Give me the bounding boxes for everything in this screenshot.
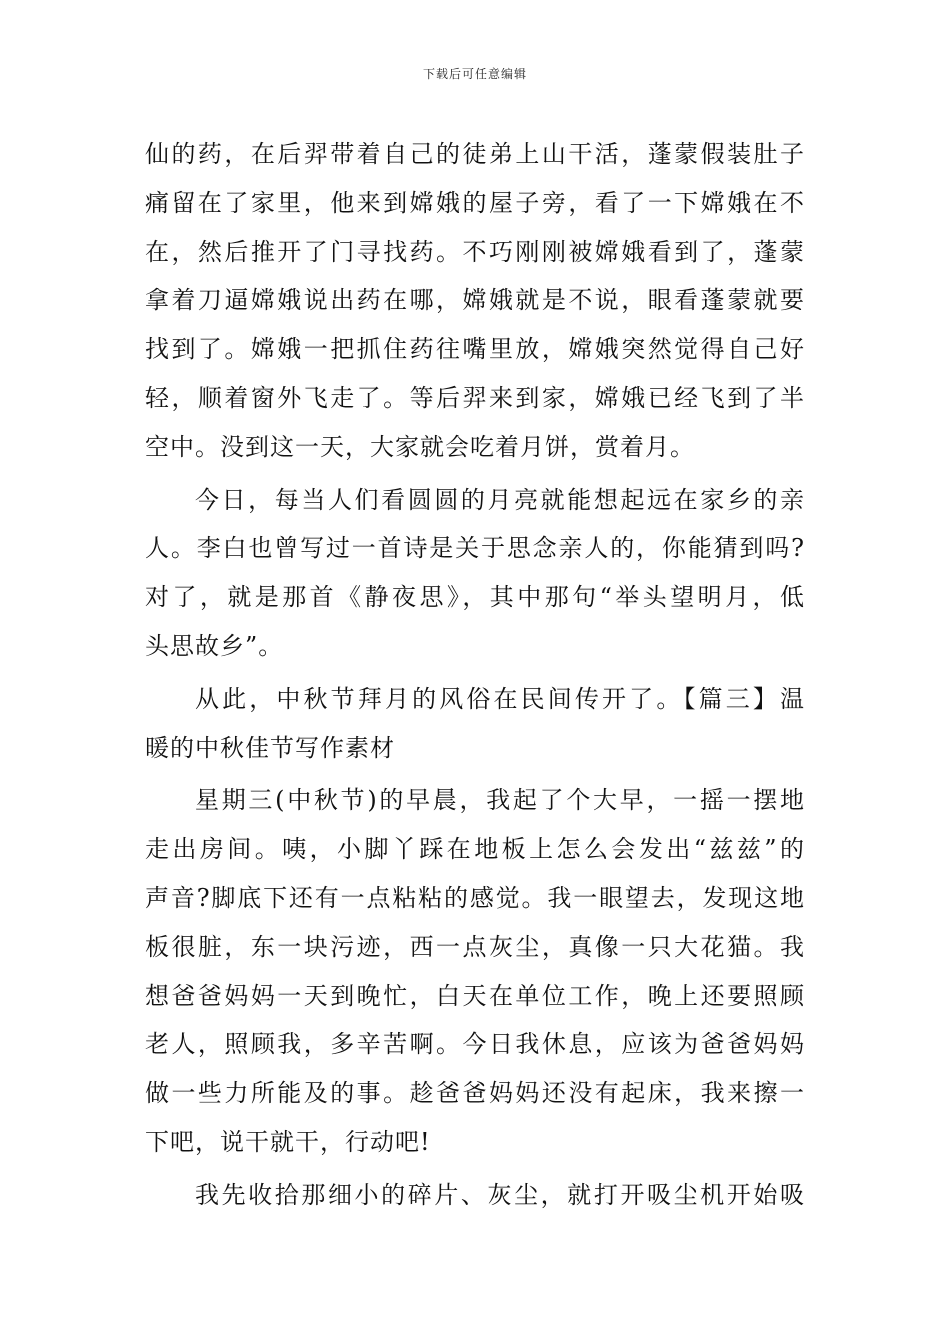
- page-header: 下载后可任意编辑: [422, 67, 527, 81]
- text-line: 从此，中秋节拜月的风俗在民间传开了。【篇三】温: [195, 684, 805, 713]
- paragraph: [145, 130, 805, 472]
- text-line: 空中。没到这一天，大家就会吃着月饼，赏着月。: [145, 432, 695, 461]
- text-line: 仙的药，在后羿带着自己的徒弟上山干活，蓬蒙假装肚子: [145, 140, 805, 168]
- text-line: 对了，就是那首《静夜思》，其中那句“举头望明月，低: [145, 583, 805, 612]
- text-line: 暖的中秋佳节写作素材: [145, 733, 395, 762]
- text-line: 今日，每当人们看圆圆的月亮就能想起远在家乡的亲: [195, 485, 805, 514]
- text-line: 在，然后推开了门寻找药。不巧刚刚被嫦娥看到了，蓬蒙: [145, 237, 805, 266]
- text-line: 想爸爸妈妈一天到晚忙，白天在单位工作，晚上还要照顾: [145, 981, 805, 1010]
- text-line: 轻，顺着窗外飞走了。等后羿来到家，嫦娥已经飞到了半: [145, 383, 805, 412]
- paragraph: [145, 776, 805, 1166]
- text-line: 板很脏，东一块污迹，西一点灰尘，真像一只大花猫。我: [145, 932, 805, 961]
- text-line: 人。李白也曾写过一首诗是关于思念亲人的，你能猜到吗?: [145, 534, 805, 563]
- text-line: 走出房间。咦，小脚丫踩在地板上怎么会发出“兹兹”的: [145, 835, 805, 864]
- text-line: 下吧，说干就干，行动吧!: [145, 1127, 431, 1156]
- text-line: 头思故乡”。: [145, 631, 284, 660]
- paragraph: [145, 476, 805, 671]
- text-line: 做一些力所能及的事。趁爸爸妈妈还没有起床，我来擦一: [145, 1079, 805, 1108]
- text-line: 我先收拾那细小的碎片、灰尘，就打开吸尘机开始吸: [195, 1180, 805, 1209]
- text-line: 痛留在了家里，他来到嫦娥的屋子旁，看了一下嫦娥在不: [145, 188, 805, 217]
- document-body: [145, 130, 805, 1220]
- paragraph: [145, 1171, 805, 1220]
- text-line: 声音?脚底下还有一点粘粘的感觉。我一眼望去，发现这地: [145, 883, 805, 912]
- paragraph: [145, 675, 805, 773]
- text-line: 老人，照顾我，多辛苦啊。今日我休息，应该为爸爸妈妈: [145, 1030, 805, 1059]
- text-line: 找到了。嫦娥一把抓住药往嘴里放，嫦娥突然觉得自己好: [145, 335, 805, 364]
- text-line: 拿着刀逼嫦娥说出药在哪，嫦娥就是不说，眼看蓬蒙就要: [145, 286, 805, 315]
- text-line: 星期三(中秋节)的早晨，我起了个大早，一摇一摆地: [195, 786, 805, 815]
